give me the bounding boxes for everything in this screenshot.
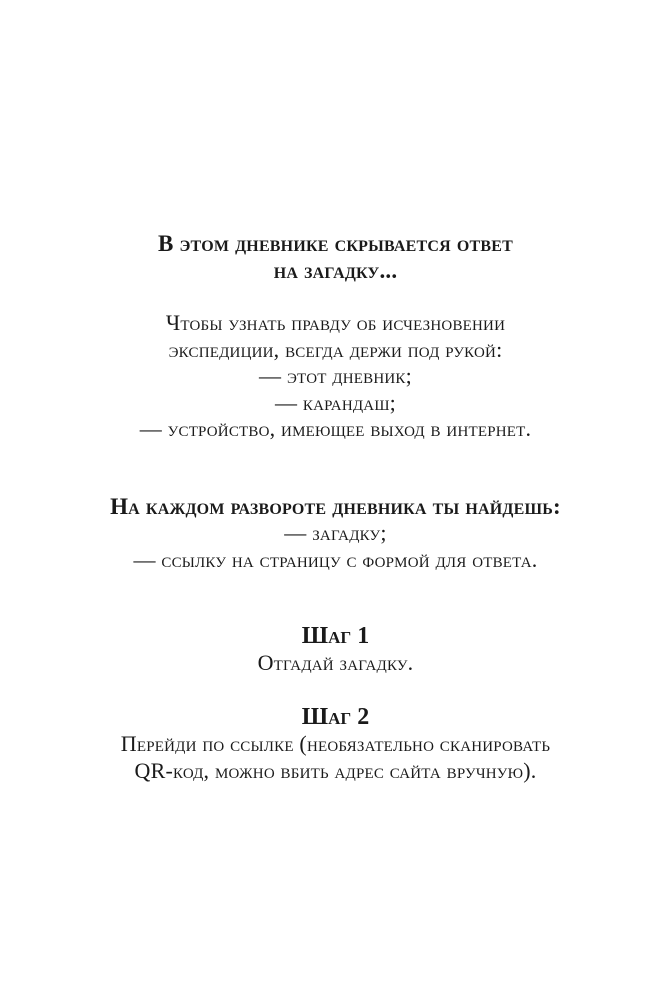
step-2-text: Перейди по ссылке (необязательно сканировать: [120, 731, 551, 756]
find-section: [0, 493, 671, 573]
list-item-pencil: — карандаш;: [275, 389, 396, 415]
intro-heading-line: В этом дневнике скрывается ответ: [157, 231, 513, 256]
list-item-riddle: — загадку;: [284, 520, 387, 545]
step-2-text: QR-код, можно вбить адрес сайта вручную).: [134, 757, 537, 783]
list-item-link: — ссылку на страницу с формой для ответа.: [133, 546, 538, 572]
find-heading: На каждом развороте дневника ты найдешь:: [110, 494, 561, 519]
intro-body-line: Чтобы узнать правду об исчезновении: [165, 310, 506, 335]
intro-heading-line: на загадку...: [273, 258, 398, 283]
step-2-title: Шаг 2: [301, 704, 370, 730]
step-1-title: Шаг 1: [301, 623, 370, 649]
intro-body: [0, 310, 671, 443]
list-item-device: — устройство, имеющее выход в интернет.: [139, 416, 532, 441]
intro-heading: [0, 230, 671, 284]
step-1-text: Отгадай загадку.: [257, 650, 414, 675]
intro-body-line: экспедиции, всегда держи под рукой:: [168, 336, 503, 362]
list-item-diary: — этот дневник;: [259, 363, 412, 388]
step-2-section: [0, 703, 671, 784]
step-1-section: [0, 622, 671, 677]
